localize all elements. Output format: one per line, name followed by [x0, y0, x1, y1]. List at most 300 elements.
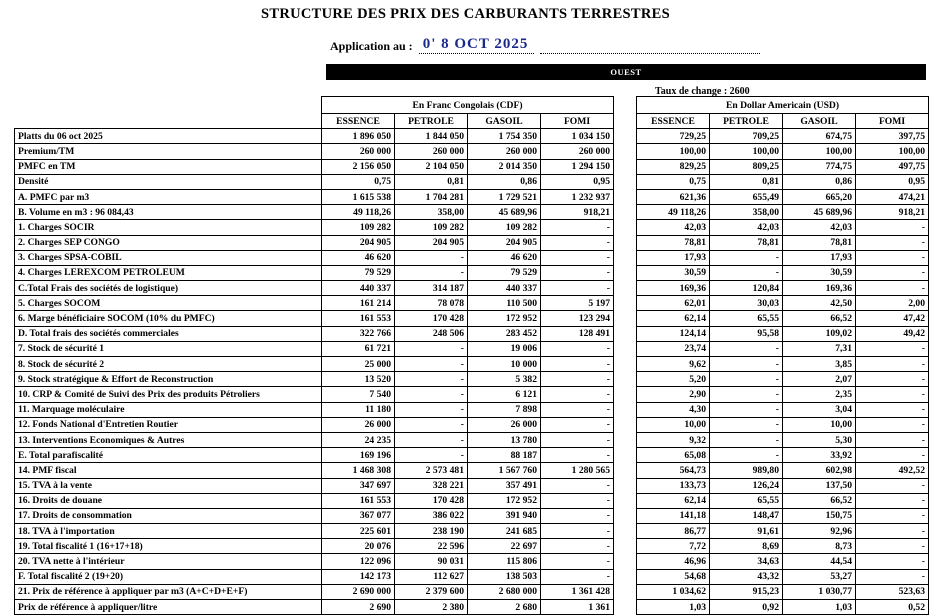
cdf-value: 161 553 — [322, 311, 395, 326]
cdf-value: 26 000 — [322, 417, 395, 432]
usd-col-gasoil: GASOIL — [783, 114, 856, 129]
column-gap — [614, 159, 637, 174]
cdf-value: 109 282 — [468, 220, 541, 235]
cdf-value: 260 000 — [322, 144, 395, 159]
usd-value: 53,27 — [783, 569, 856, 584]
usd-value: 829,25 — [637, 159, 710, 174]
cdf-value: 1 704 281 — [395, 189, 468, 204]
row-label: Premium/TM — [15, 144, 322, 159]
cdf-value: 7 898 — [468, 402, 541, 417]
table-row — [15, 508, 929, 523]
usd-value: 674,75 — [783, 129, 856, 144]
usd-value: 5,20 — [637, 372, 710, 387]
usd-value: 62,14 — [637, 493, 710, 508]
cdf-value: - — [541, 372, 614, 387]
usd-value: - — [856, 220, 929, 235]
cdf-value: 0,75 — [322, 174, 395, 189]
row-label: 12. Fonds National d'Entretien Routier — [15, 417, 322, 432]
column-gap — [614, 600, 637, 615]
cdf-value: 19 006 — [468, 341, 541, 356]
usd-value: 126,24 — [710, 478, 783, 493]
table-row — [15, 478, 929, 493]
column-gap — [614, 129, 637, 144]
table-row — [15, 554, 929, 569]
usd-value: 10,00 — [783, 417, 856, 432]
row-label: 20. TVA nette à l'intérieur — [15, 554, 322, 569]
column-gap — [614, 372, 637, 387]
usd-value: 3,04 — [783, 402, 856, 417]
table-row — [15, 432, 929, 447]
column-gap — [614, 478, 637, 493]
cdf-col-gasoil: GASOIL — [468, 114, 541, 129]
usd-value: 709,25 — [710, 129, 783, 144]
cdf-value: 225 601 — [322, 524, 395, 539]
cdf-value: 1 280 565 — [541, 463, 614, 478]
usd-value: 30,59 — [637, 265, 710, 280]
row-label: 6. Marge bénéficiaire SOCOM (10% du PMFC) — [15, 311, 322, 326]
usd-value: 1 030,77 — [783, 584, 856, 599]
dotted-line — [540, 41, 760, 54]
cdf-value: 5 197 — [541, 296, 614, 311]
cdf-value: 46 620 — [468, 250, 541, 265]
main-table — [14, 96, 929, 615]
usd-value: 8,73 — [783, 539, 856, 554]
cdf-value: 138 503 — [468, 569, 541, 584]
usd-value: - — [710, 372, 783, 387]
cdf-value: 90 031 — [395, 554, 468, 569]
column-gap — [614, 235, 637, 250]
usd-value: 44,54 — [783, 554, 856, 569]
cdf-value: - — [541, 341, 614, 356]
usd-value: 774,75 — [783, 159, 856, 174]
row-label: 10. CRP & Comité de Suivi des Prix des produits Pétroliers — [15, 387, 322, 402]
table-row — [15, 189, 929, 204]
cdf-value: 79 529 — [322, 265, 395, 280]
row-label: 18. TVA à l'importation — [15, 524, 322, 539]
usd-value: 7,31 — [783, 341, 856, 356]
usd-value: 0,86 — [783, 174, 856, 189]
cdf-value: 20 076 — [322, 539, 395, 554]
column-gap — [614, 569, 637, 584]
table-row — [15, 129, 929, 144]
table-row — [15, 493, 929, 508]
cdf-value: 2 380 — [395, 600, 468, 615]
cdf-value: 2 156 050 — [322, 159, 395, 174]
application-label: Application au : — [330, 39, 413, 53]
table-row — [15, 265, 929, 280]
table-row — [15, 402, 929, 417]
cdf-col-essence: ESSENCE — [322, 114, 395, 129]
cdf-value: 13 520 — [322, 372, 395, 387]
usd-value: 33,92 — [783, 448, 856, 463]
cdf-value: 10 000 — [468, 357, 541, 372]
cdf-value: 170 428 — [395, 311, 468, 326]
usd-col-essence: ESSENCE — [637, 114, 710, 129]
cdf-value: 1 294 150 — [541, 159, 614, 174]
usd-value: 49,42 — [856, 326, 929, 341]
usd-value: 17,93 — [637, 250, 710, 265]
usd-value: 62,01 — [637, 296, 710, 311]
cdf-value: 204 905 — [468, 235, 541, 250]
table-row — [15, 235, 929, 250]
cdf-value: - — [541, 508, 614, 523]
cdf-value: - — [395, 265, 468, 280]
cdf-value: 1 896 050 — [322, 129, 395, 144]
column-gap — [614, 220, 637, 235]
usd-value: 564,73 — [637, 463, 710, 478]
usd-value: 4,30 — [637, 402, 710, 417]
table-row — [15, 281, 929, 296]
table-row — [15, 341, 929, 356]
cdf-value: 24 235 — [322, 432, 395, 447]
cdf-value: 61 721 — [322, 341, 395, 356]
cdf-value: - — [395, 432, 468, 447]
column-gap — [614, 448, 637, 463]
column-gap — [614, 554, 637, 569]
usd-value: 915,23 — [710, 584, 783, 599]
cdf-value: 161 214 — [322, 296, 395, 311]
usd-value: - — [710, 357, 783, 372]
usd-value: 137,50 — [783, 478, 856, 493]
usd-value: 621,36 — [637, 189, 710, 204]
cdf-value: 0,95 — [541, 174, 614, 189]
cdf-value: 238 190 — [395, 524, 468, 539]
column-gap — [614, 524, 637, 539]
usd-value: 43,32 — [710, 569, 783, 584]
cdf-value: 2 690 000 — [322, 584, 395, 599]
usd-value: 7,72 — [637, 539, 710, 554]
cdf-value: 440 337 — [322, 281, 395, 296]
cdf-value: 367 077 — [322, 508, 395, 523]
cdf-value: 1 232 937 — [541, 189, 614, 204]
group-header-row — [15, 97, 929, 114]
usd-value: 100,00 — [783, 144, 856, 159]
usd-value: - — [856, 281, 929, 296]
cdf-value: 7 540 — [322, 387, 395, 402]
usd-value: - — [856, 387, 929, 402]
cdf-value: 260 000 — [541, 144, 614, 159]
cdf-value: 122 096 — [322, 554, 395, 569]
cdf-value: - — [541, 220, 614, 235]
usd-group-header: En Dollar Americain (USD) — [637, 97, 929, 114]
cdf-value: 2 680 — [468, 600, 541, 615]
cdf-value: 260 000 — [468, 144, 541, 159]
usd-value: 3,85 — [783, 357, 856, 372]
empty-corner-2 — [15, 114, 322, 129]
column-gap — [614, 387, 637, 402]
usd-value: 23,74 — [637, 341, 710, 356]
usd-value: 148,47 — [710, 508, 783, 523]
row-label: Platts du 06 oct 2025 — [15, 129, 322, 144]
cdf-value: 115 806 — [468, 554, 541, 569]
cdf-value: 260 000 — [395, 144, 468, 159]
table-row — [15, 174, 929, 189]
cdf-value: 357 491 — [468, 478, 541, 493]
column-gap — [614, 326, 637, 341]
cdf-value: 0,86 — [468, 174, 541, 189]
usd-value: 78,81 — [637, 235, 710, 250]
usd-value: - — [856, 569, 929, 584]
cdf-value: 142 173 — [322, 569, 395, 584]
cdf-value: 13 780 — [468, 432, 541, 447]
usd-value: - — [710, 341, 783, 356]
cdf-value: 347 697 — [322, 478, 395, 493]
cdf-value: 112 627 — [395, 569, 468, 584]
cdf-value: 2 104 050 — [395, 159, 468, 174]
column-gap — [614, 493, 637, 508]
cdf-value: 49 118,26 — [322, 205, 395, 220]
row-label: 15. TVA à la vente — [15, 478, 322, 493]
usd-value: 62,14 — [637, 311, 710, 326]
usd-value: - — [710, 250, 783, 265]
usd-value: 397,75 — [856, 129, 929, 144]
cdf-value: 128 491 — [541, 326, 614, 341]
table-row — [15, 250, 929, 265]
cdf-value: 172 952 — [468, 311, 541, 326]
cdf-value: 1 844 050 — [395, 129, 468, 144]
usd-value: 8,69 — [710, 539, 783, 554]
usd-value: 42,03 — [710, 220, 783, 235]
usd-value: 65,55 — [710, 493, 783, 508]
usd-value: 86,77 — [637, 524, 710, 539]
usd-col-fomi: FOMI — [856, 114, 929, 129]
table-row — [15, 372, 929, 387]
column-gap — [614, 463, 637, 478]
row-label: A. PMFC par m3 — [15, 189, 322, 204]
page-title: STRUCTURE DES PRIX DES CARBURANTS TERRESTRES — [261, 6, 670, 22]
row-label: E. Total parafiscalité — [15, 448, 322, 463]
cdf-value: 109 282 — [322, 220, 395, 235]
zone-banner: OUEST — [326, 64, 926, 80]
usd-value: 0,92 — [710, 600, 783, 615]
cdf-value: - — [395, 402, 468, 417]
column-gap — [614, 432, 637, 447]
table-row — [15, 326, 929, 341]
usd-value: 133,73 — [637, 478, 710, 493]
row-label: 21. Prix de référence à appliquer par m3 (A+C+D+E+F) — [15, 584, 322, 599]
row-label: 16. Droits de douane — [15, 493, 322, 508]
row-label: 2. Charges SEP CONGO — [15, 235, 322, 250]
cdf-value: - — [541, 493, 614, 508]
cdf-value: 386 022 — [395, 508, 468, 523]
usd-value: - — [856, 417, 929, 432]
usd-value: - — [856, 493, 929, 508]
table-row — [15, 159, 929, 174]
cdf-value: - — [541, 569, 614, 584]
cdf-value: - — [395, 372, 468, 387]
table-row — [15, 205, 929, 220]
usd-value: 2,07 — [783, 372, 856, 387]
cdf-value: 1 729 521 — [468, 189, 541, 204]
usd-value: 9,32 — [637, 432, 710, 447]
usd-value: 5,30 — [783, 432, 856, 447]
cdf-value: 6 121 — [468, 387, 541, 402]
cdf-group-header: En Franc Congolais (CDF) — [322, 97, 614, 114]
cdf-value: 78 078 — [395, 296, 468, 311]
cdf-value: 1 361 — [541, 600, 614, 615]
cdf-value: - — [541, 387, 614, 402]
usd-value: 124,14 — [637, 326, 710, 341]
usd-value: 30,59 — [783, 265, 856, 280]
row-label: 14. PMF fiscal — [15, 463, 322, 478]
usd-value: - — [856, 539, 929, 554]
table-row — [15, 296, 929, 311]
cdf-col-fomi: FOMI — [541, 114, 614, 129]
cdf-value: 46 620 — [322, 250, 395, 265]
row-label: Prix de référence à appliquer/litre — [15, 600, 322, 615]
usd-value: - — [856, 235, 929, 250]
usd-value: 655,49 — [710, 189, 783, 204]
cdf-value: 204 905 — [395, 235, 468, 250]
usd-value: 0,75 — [637, 174, 710, 189]
cdf-col-petrole: PETROLE — [395, 114, 468, 129]
usd-value: - — [856, 508, 929, 523]
usd-value: 0,52 — [856, 600, 929, 615]
usd-value: 66,52 — [783, 311, 856, 326]
cdf-value: - — [395, 448, 468, 463]
usd-value: - — [856, 357, 929, 372]
usd-value: 1,03 — [783, 600, 856, 615]
cdf-value: 2 014 350 — [468, 159, 541, 174]
usd-value: 10,00 — [637, 417, 710, 432]
cdf-value: - — [541, 478, 614, 493]
usd-value: - — [856, 265, 929, 280]
cdf-value: - — [541, 235, 614, 250]
cdf-value: - — [395, 387, 468, 402]
column-gap — [614, 417, 637, 432]
usd-value: 665,20 — [783, 189, 856, 204]
cdf-value: 1 615 538 — [322, 189, 395, 204]
column-gap — [614, 296, 637, 311]
empty-corner — [15, 97, 322, 114]
cdf-value: 204 905 — [322, 235, 395, 250]
row-label: 8. Stock de sécurité 2 — [15, 357, 322, 372]
table-row — [15, 463, 929, 478]
column-gap — [614, 341, 637, 356]
cdf-value: 169 196 — [322, 448, 395, 463]
usd-value: 150,75 — [783, 508, 856, 523]
cdf-value: - — [395, 341, 468, 356]
usd-value: 17,93 — [783, 250, 856, 265]
usd-value: 78,81 — [783, 235, 856, 250]
cdf-value: 2 573 481 — [395, 463, 468, 478]
column-gap — [614, 144, 637, 159]
cdf-value: 110 500 — [468, 296, 541, 311]
table-row — [15, 584, 929, 599]
usd-value: 497,75 — [856, 159, 929, 174]
cdf-value: - — [541, 554, 614, 569]
cdf-value: 45 689,96 — [468, 205, 541, 220]
cdf-value: - — [541, 265, 614, 280]
cdf-value: 1 468 308 — [322, 463, 395, 478]
usd-value: 0,95 — [856, 174, 929, 189]
column-gap — [614, 402, 637, 417]
row-label: 4. Charges LEREXCOM PETROLEUM — [15, 265, 322, 280]
table-row — [15, 600, 929, 615]
usd-value: 42,03 — [637, 220, 710, 235]
usd-value: 49 118,26 — [637, 205, 710, 220]
row-label: 1. Charges SOCIR — [15, 220, 322, 235]
cdf-value: 11 180 — [322, 402, 395, 417]
exchange-rate-label: Taux de change : 2600 — [655, 86, 750, 97]
column-gap — [614, 205, 637, 220]
usd-value: - — [710, 448, 783, 463]
cdf-value: 161 553 — [322, 493, 395, 508]
application-date-line — [330, 36, 760, 54]
usd-value: - — [710, 402, 783, 417]
usd-value: - — [856, 554, 929, 569]
usd-value: - — [856, 432, 929, 447]
usd-value: 100,00 — [637, 144, 710, 159]
usd-value: 46,96 — [637, 554, 710, 569]
usd-value: 492,52 — [856, 463, 929, 478]
table-row — [15, 524, 929, 539]
usd-value: 34,63 — [710, 554, 783, 569]
cdf-value: - — [541, 432, 614, 447]
cdf-value: 0,81 — [395, 174, 468, 189]
cdf-value: 283 452 — [468, 326, 541, 341]
cdf-value: 25 000 — [322, 357, 395, 372]
cdf-value: 2 690 — [322, 600, 395, 615]
cdf-value: 88 187 — [468, 448, 541, 463]
column-gap — [614, 97, 637, 114]
cdf-value: 123 294 — [541, 311, 614, 326]
row-label: C.Total Frais des sociétés de logistique) — [15, 281, 322, 296]
row-label: 9. Stock stratégique & Effort de Reconstruction — [15, 372, 322, 387]
usd-value: 169,36 — [637, 281, 710, 296]
cdf-value: 1 361 428 — [541, 584, 614, 599]
column-gap — [614, 357, 637, 372]
row-label: PMFC en TM — [15, 159, 322, 174]
price-structure-table — [14, 96, 929, 615]
cdf-value: 22 596 — [395, 539, 468, 554]
row-label: 19. Total fiscalité 1 (16+17+18) — [15, 539, 322, 554]
usd-value: 0,81 — [710, 174, 783, 189]
table-row — [15, 357, 929, 372]
usd-value: 358,00 — [710, 205, 783, 220]
row-label: 7. Stock de sécurité 1 — [15, 341, 322, 356]
usd-value: 729,25 — [637, 129, 710, 144]
table-row — [15, 220, 929, 235]
usd-value: 1,03 — [637, 600, 710, 615]
usd-value: 989,80 — [710, 463, 783, 478]
usd-value: - — [710, 265, 783, 280]
column-gap — [614, 265, 637, 280]
table-row — [15, 144, 929, 159]
cdf-value: 328 221 — [395, 478, 468, 493]
cdf-value: 1 567 760 — [468, 463, 541, 478]
cdf-value: 1 754 350 — [468, 129, 541, 144]
cdf-value: 2 379 600 — [395, 584, 468, 599]
usd-value: 66,52 — [783, 493, 856, 508]
table-row — [15, 569, 929, 584]
table-row — [15, 539, 929, 554]
application-date-value: 0' 8 OCT 2025 — [419, 36, 535, 54]
column-gap-2 — [614, 114, 637, 129]
usd-value: 141,18 — [637, 508, 710, 523]
usd-value: 523,63 — [856, 584, 929, 599]
cdf-value: - — [541, 250, 614, 265]
usd-col-petrole: PETROLE — [710, 114, 783, 129]
row-label: D. Total frais des sociétés commerciales — [15, 326, 322, 341]
cdf-value: 79 529 — [468, 265, 541, 280]
cdf-value: - — [541, 402, 614, 417]
row-label: 5. Charges SOCOM — [15, 296, 322, 311]
usd-value: - — [856, 524, 929, 539]
cdf-value: 5 382 — [468, 372, 541, 387]
cdf-value: - — [395, 357, 468, 372]
usd-value: 42,50 — [783, 296, 856, 311]
